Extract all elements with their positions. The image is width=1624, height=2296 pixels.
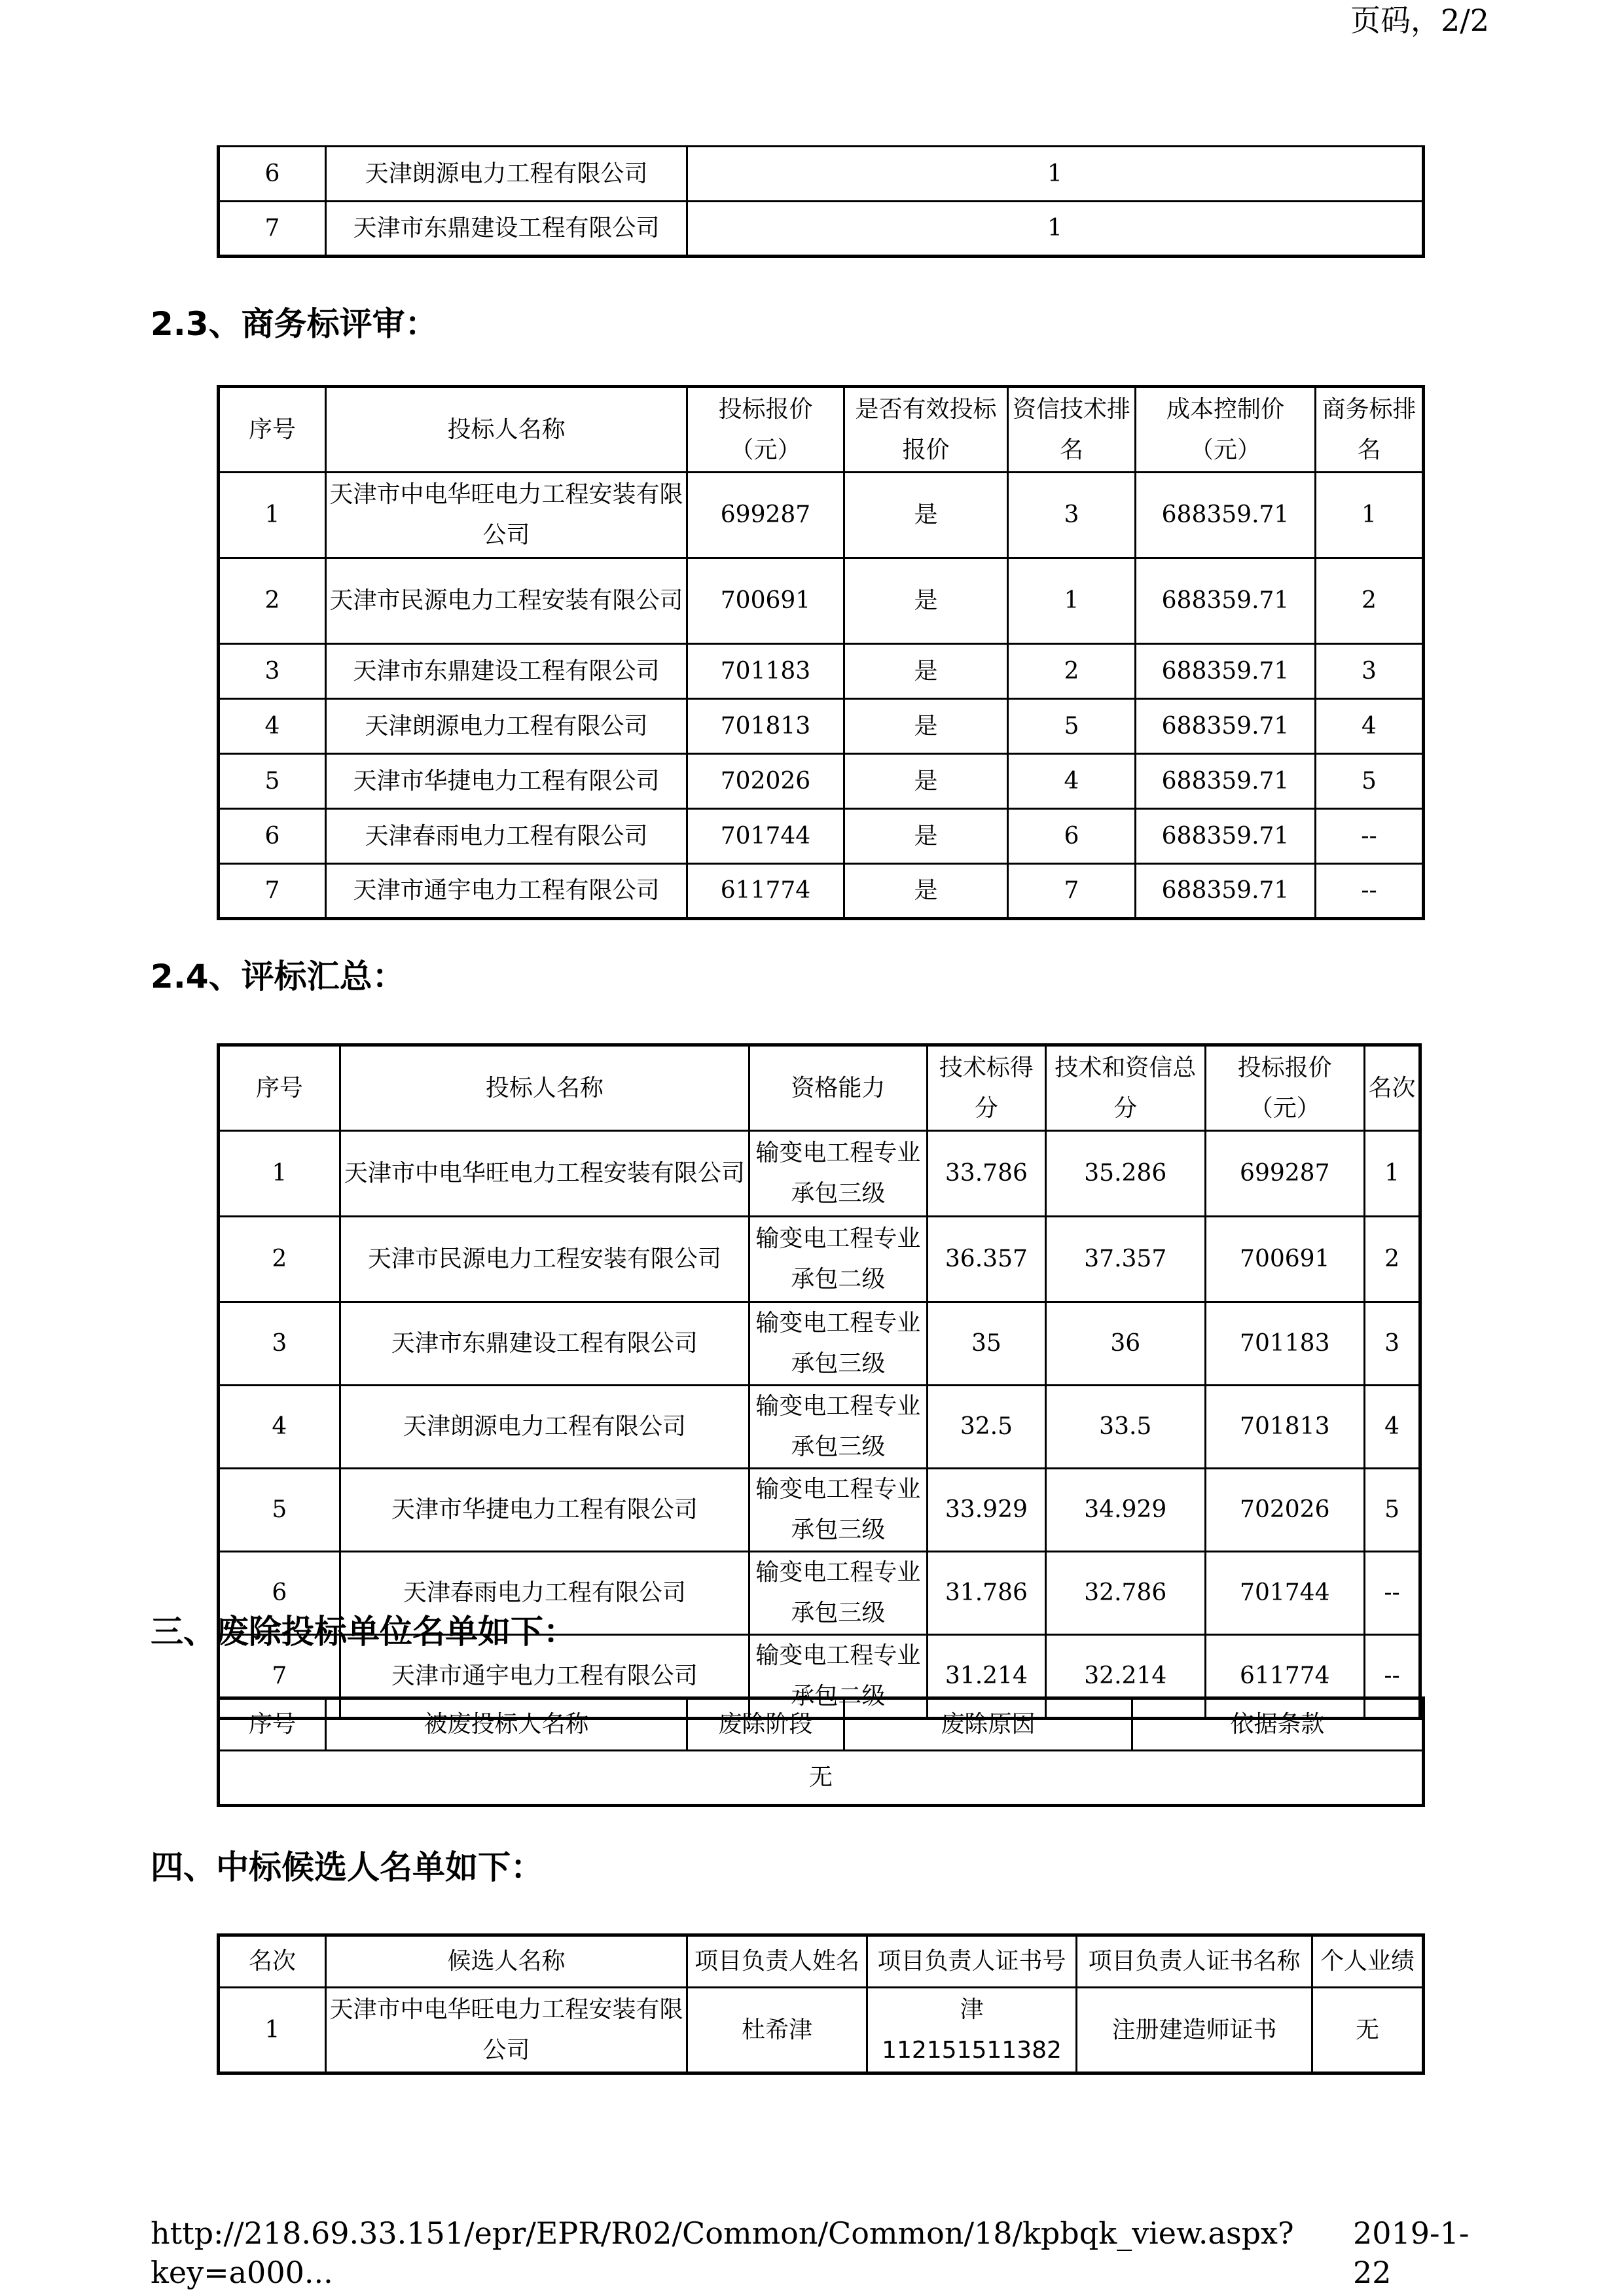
- table-cell: 是: [844, 558, 1008, 644]
- table-cell: 699287: [687, 473, 844, 558]
- column-header: 废除原因: [844, 1698, 1132, 1751]
- footer: [151, 2214, 1493, 2292]
- table-cell: 5: [219, 1469, 340, 1552]
- table-cell: --: [1365, 1552, 1420, 1635]
- section-2-3-heading: 2.3、商务标评审：: [151, 305, 438, 343]
- table-cell: 7: [219, 864, 326, 919]
- table-cell: 1: [219, 473, 326, 558]
- column-header: 投标报价（元）: [687, 387, 844, 473]
- table-row: [219, 1469, 1420, 1552]
- table-cell: 是: [844, 644, 1008, 699]
- table-cell: 3: [219, 644, 326, 699]
- table-cell: 是: [844, 809, 1008, 864]
- column-header: 依据条款: [1132, 1698, 1424, 1751]
- column-header: 被废投标人名称: [326, 1698, 687, 1751]
- column-header: 候选人名称: [326, 1935, 687, 1988]
- table-cell: 700691: [687, 558, 844, 644]
- column-header: 项目负责人证书名称: [1077, 1935, 1312, 1988]
- table-row: [219, 1302, 1420, 1386]
- table-cell: 2: [219, 558, 326, 644]
- table-cell: 688359.71: [1136, 473, 1316, 558]
- table-header-row: [219, 1045, 1420, 1131]
- table-cell: 701744: [687, 809, 844, 864]
- column-header: 是否有效投标报价: [844, 387, 1008, 473]
- table-row: [219, 864, 1424, 919]
- table-cell: 是: [844, 699, 1008, 754]
- table-cell: 35.286: [1046, 1131, 1206, 1217]
- table-cell: 611774: [687, 864, 844, 919]
- table-row: [219, 202, 1424, 257]
- table-cell: 无: [1312, 1988, 1424, 2073]
- table-cell: 输变电工程专业承包三级: [749, 1469, 927, 1552]
- table-cell: 4: [1365, 1386, 1420, 1469]
- table-cell: 注册建造师证书: [1077, 1988, 1312, 2073]
- section-4-heading: 四、中标候选人名单如下：: [151, 1848, 543, 1886]
- table-cell: 5: [1316, 754, 1424, 809]
- table-cell: 701813: [1205, 1386, 1365, 1469]
- table-cell: 3: [1316, 644, 1424, 699]
- table-cell: 701744: [1205, 1552, 1365, 1635]
- column-header: 项目负责人姓名: [687, 1935, 867, 1988]
- table-cell: 天津市东鼎建设工程有限公司: [340, 1302, 749, 1386]
- column-header: 资格能力: [749, 1045, 927, 1131]
- table-cell: 34.929: [1046, 1469, 1206, 1552]
- table-cell: --: [1316, 864, 1424, 919]
- table-cell: 37.357: [1046, 1217, 1206, 1302]
- table-cell: 7: [219, 202, 326, 257]
- table-row: [219, 754, 1424, 809]
- table-cell: 天津市华捷电力工程有限公司: [326, 754, 687, 809]
- table-cell: 天津市民源电力工程安装有限公司: [326, 558, 687, 644]
- table-cell: 36.357: [927, 1217, 1045, 1302]
- table-cell: --: [1365, 1635, 1420, 1719]
- footer-date: 2019-1-22: [1352, 2215, 1470, 2290]
- column-header: 资信技术排名: [1008, 387, 1136, 473]
- table-cell: 天津春雨电力工程有限公司: [326, 809, 687, 864]
- column-header: 成本控制价（元）: [1136, 387, 1316, 473]
- table-cell: 688359.71: [1136, 699, 1316, 754]
- table-cell: 700691: [1205, 1217, 1365, 1302]
- table-row: [219, 809, 1424, 864]
- table-cell: 688359.71: [1136, 864, 1316, 919]
- table-row: [219, 473, 1424, 558]
- table-cell: 2: [1008, 644, 1136, 699]
- continuation-table: [217, 145, 1425, 258]
- table-cell: 1: [1365, 1131, 1420, 1217]
- table-cell: 4: [219, 699, 326, 754]
- table-cell: 36: [1046, 1302, 1206, 1386]
- winning-candidates-table: [217, 1933, 1425, 2075]
- table-cell: 32.786: [1046, 1552, 1206, 1635]
- table-cell: 输变电工程专业承包二级: [749, 1217, 927, 1302]
- column-header: 个人业绩: [1312, 1935, 1424, 1988]
- table-cell: 输变电工程专业承包二级: [749, 1635, 927, 1719]
- table-cell: 天津市中电华旺电力工程安装有限公司: [340, 1131, 749, 1217]
- table-row: [219, 147, 1424, 202]
- table-cell: 5: [219, 754, 326, 809]
- table-cell: 天津市东鼎建设工程有限公司: [326, 644, 687, 699]
- table-cell: 701183: [1205, 1302, 1365, 1386]
- table-cell: --: [1316, 809, 1424, 864]
- table-cell: 688359.71: [1136, 558, 1316, 644]
- table-row: [219, 1386, 1420, 1469]
- column-header: 序号: [219, 387, 326, 473]
- table-cell: 2: [1365, 1217, 1420, 1302]
- column-header: 投标人名称: [326, 387, 687, 473]
- table-cell: 702026: [687, 754, 844, 809]
- table-row: [219, 644, 1424, 699]
- table-cell: 1: [1316, 473, 1424, 558]
- table-cell: 7: [219, 1635, 340, 1719]
- table-cell: 2: [219, 1217, 340, 1302]
- table-cell: 1: [687, 147, 1424, 202]
- table-cell: 杜希津: [687, 1988, 867, 2073]
- table-cell: 3: [1365, 1302, 1420, 1386]
- column-header: 废除阶段: [687, 1698, 844, 1751]
- table-row: [219, 1988, 1424, 2073]
- table-cell: 天津市华捷电力工程有限公司: [340, 1469, 749, 1552]
- table-cell: 3: [219, 1302, 340, 1386]
- column-header: 序号: [219, 1045, 340, 1131]
- table-cell: 是: [844, 864, 1008, 919]
- table-cell: 天津春雨电力工程有限公司: [340, 1552, 749, 1635]
- business-review-table: [217, 385, 1425, 920]
- column-header: 商务标排名: [1316, 387, 1424, 473]
- table-cell: 是: [844, 473, 1008, 558]
- table-cell: 31.786: [927, 1552, 1045, 1635]
- table-cell: 5: [1365, 1469, 1420, 1552]
- table-header-row: [219, 387, 1424, 473]
- table-cell: 天津朗源电力工程有限公司: [326, 147, 687, 202]
- table-cell: 输变电工程专业承包三级: [749, 1302, 927, 1386]
- table-cell: 3: [1008, 473, 1136, 558]
- column-header: 序号: [219, 1698, 326, 1751]
- table-cell: 701183: [687, 644, 844, 699]
- column-header: 技术标得分: [927, 1045, 1045, 1131]
- table-cell: 4: [219, 1386, 340, 1469]
- table-header-row: [219, 1698, 1424, 1751]
- table-cell: 天津市中电华旺电力工程安装有限公司: [326, 1988, 687, 2073]
- column-header: 技术和资信总分: [1046, 1045, 1206, 1131]
- table-cell: 天津市东鼎建设工程有限公司: [326, 202, 687, 257]
- table-cell: 6: [219, 809, 326, 864]
- column-header: 投标报价（元）: [1205, 1045, 1365, 1131]
- table-cell: 688359.71: [1136, 754, 1316, 809]
- table-row: [219, 699, 1424, 754]
- table-cell: 32.5: [927, 1386, 1045, 1469]
- table-cell: 33.929: [927, 1469, 1045, 1552]
- table-cell: 天津市中电华旺电力工程安装有限公司: [326, 473, 687, 558]
- table-cell: 天津朗源电力工程有限公司: [326, 699, 687, 754]
- table-row: [219, 558, 1424, 644]
- table-cell: 输变电工程专业承包三级: [749, 1552, 927, 1635]
- column-header: 投标人名称: [340, 1045, 749, 1131]
- table-cell: 输变电工程专业承包三级: [749, 1131, 927, 1217]
- table-cell: 天津市通宇电力工程有限公司: [340, 1635, 749, 1719]
- table-cell: 4: [1316, 699, 1424, 754]
- table-cell: 33.786: [927, 1131, 1045, 1217]
- table-cell: 5: [1008, 699, 1136, 754]
- page-number: 页码，2/2: [1350, 3, 1489, 38]
- table-cell: 701813: [687, 699, 844, 754]
- table-cell: 6: [219, 1552, 340, 1635]
- column-header: 项目负责人证书号: [867, 1935, 1077, 1988]
- column-header: 名次: [219, 1935, 326, 1988]
- table-cell: 688359.71: [1136, 644, 1316, 699]
- table-cell: 1: [219, 1988, 326, 2073]
- table-row: [219, 1131, 1420, 1217]
- table-cell: 1: [219, 1131, 340, 1217]
- footer-url: http://218.69.33.151/epr/EPR/R02/Common/Common/18/kpbqk_view.aspx?key=a000...: [151, 2215, 1294, 2290]
- table-cell: 1: [1008, 558, 1136, 644]
- table-cell: 35: [927, 1302, 1045, 1386]
- table-cell: 688359.71: [1136, 809, 1316, 864]
- table-cell: 611774: [1205, 1635, 1365, 1719]
- table-cell: 6: [219, 147, 326, 202]
- section-2-4-heading: 2.4、评标汇总：: [151, 958, 405, 996]
- table-cell: 6: [1008, 809, 1136, 864]
- table-cell: 是: [844, 754, 1008, 809]
- table-header-row: [219, 1935, 1424, 1988]
- table-row: [219, 1217, 1420, 1302]
- table-cell: 1: [687, 202, 1424, 257]
- disqualified-table: [217, 1696, 1425, 1807]
- table-cell: 699287: [1205, 1131, 1365, 1217]
- table-cell: 32.214: [1046, 1635, 1206, 1719]
- table-cell: 4: [1008, 754, 1136, 809]
- table-cell: 天津市通宇电力工程有限公司: [326, 864, 687, 919]
- table-cell: 天津市民源电力工程安装有限公司: [340, 1217, 749, 1302]
- table-cell: 33.5: [1046, 1386, 1206, 1469]
- empty-cell: 无: [219, 1751, 1424, 1806]
- column-header: 名次: [1365, 1045, 1420, 1131]
- table-cell: 2: [1316, 558, 1424, 644]
- table-cell: 天津朗源电力工程有限公司: [340, 1386, 749, 1469]
- table-cell: 702026: [1205, 1469, 1365, 1552]
- table-cell: 津112151511382: [867, 1988, 1077, 2073]
- table-cell: 31.214: [927, 1635, 1045, 1719]
- section-3-heading: 三、废除投标单位名单如下：: [151, 1613, 576, 1651]
- table-cell: 输变电工程专业承包三级: [749, 1386, 927, 1469]
- table-cell: 7: [1008, 864, 1136, 919]
- table-row: [219, 1751, 1424, 1806]
